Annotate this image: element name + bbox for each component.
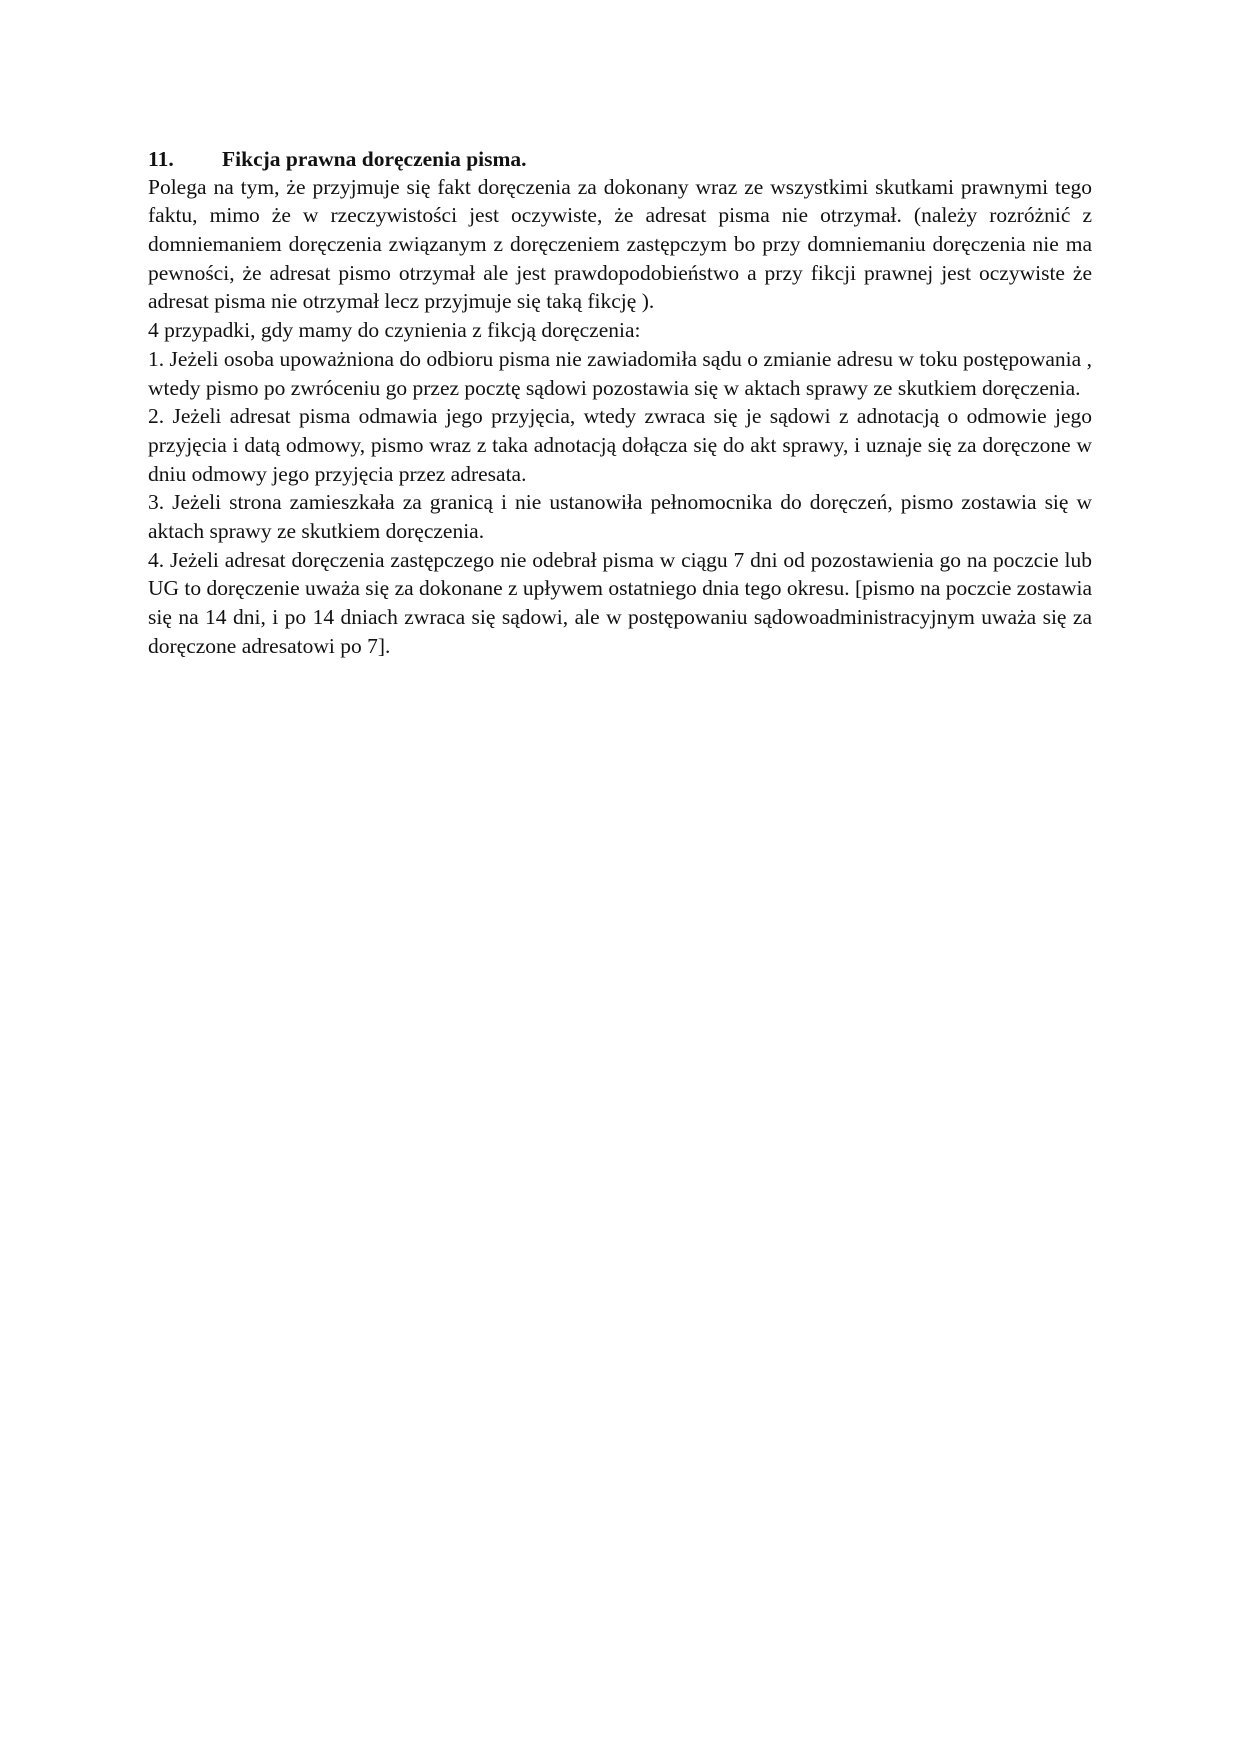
case-item-4: 4. Jeżeli adresat doręczenia zastępczego nie odebrał pisma w ciągu 7 dni od pozostawienia go na poczcie lub UG to doręczenie uważa się za dokonane z upływem ostatniego dnia tego okresu. [pismo na poczcie zostawia się na 14 dni, i po 14 dniach zwraca się sądowi, ale w postępowaniu sądowoadministracyjnym uważa się za doręczone adresatowi po 7]. — [148, 547, 1092, 658]
section-title: Fikcja prawna doręczenia pisma. — [222, 147, 527, 171]
case-item-3: 3. Jeżeli strona zamieszkała za granicą i nie ustanowiła pełnomocnika do doręczeń, pismo zostawia się w aktach sprawy ze skutkiem doręczenia. — [148, 490, 1092, 544]
intro-paragraph: Polega na tym, że przyjmuje się fakt doręczenia za dokonany wraz ze wszystkimi skutkami prawnymi tego faktu, mimo że w rzeczywistości jest oczywiste, że adresat pisma nie otrzymał. (należy rozróżnić z domniemaniem doręczenia związanym z doręczeniem zastępczym bo przy domniemaniu doręczenia nie ma pewności, że adresat pismo otrzymał ale jest prawdopodobieństwo a przy fikcji prawnej jest oczywiste że adresat pisma nie otrzymał lecz przyjmuje się taką fikcję ). — [148, 174, 1092, 314]
section-heading — [148, 147, 1092, 173]
case-item-1: 1. Jeżeli osoba upoważniona do odbioru pisma nie zawiadomiła sądu o zmianie adresu w toku postępowania , wtedy pismo po zwróceniu go przez pocztę sądowi pozostawia się w aktach sprawy ze skutkiem doręczenia. — [148, 346, 1092, 400]
case-item-2: 2. Jeżeli adresat pisma odmawia jego przyjęcia, wtedy zwraca się je sądowi z adnotacją o odmowie jego przyjęcia i datą odmowy, pismo wraz z taka adnotacją dołącza się do akt sprawy, i uznaje się za doręczone w dniu odmowy jego przyjęcia przez adresata. — [148, 404, 1092, 486]
document-page — [148, 147, 1092, 661]
cases-lead-paragraph: 4 przypadki, gdy mamy do czynienia z fikcją doręczenia: — [148, 318, 641, 343]
section-number: 11. — [148, 147, 174, 171]
